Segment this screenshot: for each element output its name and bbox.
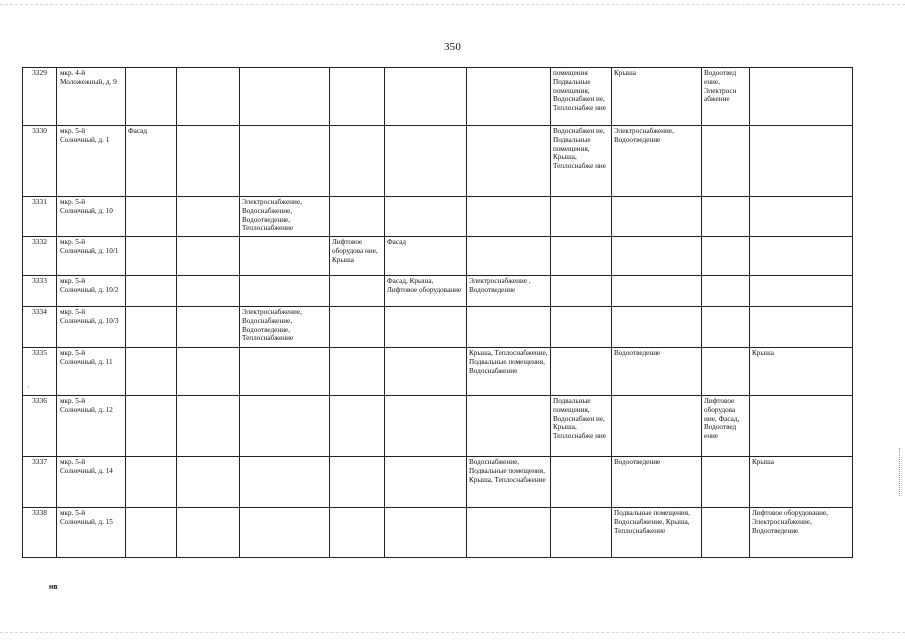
work-type-cell [551,508,612,558]
scan-edge-top [0,4,905,6]
work-type-cell [612,197,702,237]
work-type-text: Лифтовое оборудова ние, Крыша [332,238,378,264]
work-type-cell [612,396,702,457]
work-type-text: Электроснабжение, Водоснабжение, Водоотведение, Теплоснабжение [242,308,302,343]
registry-table [22,67,853,558]
work-type-cell [240,276,330,307]
address-cell: мкр. 5-й Солнечный, д. 15 [57,508,126,558]
table-row [23,126,853,197]
row-number-cell: 3331 [23,197,57,237]
work-type-cell [467,237,551,276]
work-type-cell [177,68,240,126]
work-type-cell [385,276,467,307]
work-type-cell [612,126,702,197]
row-number-cell: 3337 [23,457,57,508]
work-type-text: Водоотведение [614,458,661,466]
work-type-cell [702,197,750,237]
stray-mark: · [27,383,30,392]
work-type-cell [385,197,467,237]
work-type-cell [177,307,240,348]
work-type-cell [177,276,240,307]
work-type-text: Водоснабжение, Подвальные помещения, Крыша, Теплоснабжение [469,458,546,484]
registry-table-body [23,68,853,558]
work-type-text: Подвальные помещения, Водоснабжен ие, Крыша, Теплоснабже ние [553,397,606,441]
footer-initials: нв [49,584,58,591]
table-row [23,396,853,457]
work-type-text: Водоотвед ение, Электросн абжение [704,69,737,104]
work-type-cell [177,508,240,558]
work-type-cell [330,237,385,276]
work-type-text: Подвальные помещения, Водоснабжение, Крыша, Теплоснабжение [614,509,690,535]
work-type-cell [702,276,750,307]
work-type-cell [330,68,385,126]
work-type-cell [240,197,330,237]
work-type-cell [240,457,330,508]
work-type-cell [750,457,853,508]
work-type-cell [126,396,177,457]
work-type-cell [177,197,240,237]
address-cell: мкр. 5-й Солнечный, д. 11 [57,348,126,396]
table-row [23,276,853,307]
work-type-cell [551,396,612,457]
work-type-cell [612,237,702,276]
work-type-cell [702,237,750,276]
work-type-cell [126,307,177,348]
work-type-text: Крыша [752,458,774,466]
work-type-cell [240,307,330,348]
work-type-cell [702,457,750,508]
work-type-cell [702,307,750,348]
table-row [23,508,853,558]
table-row [23,457,853,508]
work-type-cell [240,396,330,457]
work-type-cell [702,348,750,396]
work-type-text: Фасад [128,127,147,135]
work-type-cell [702,126,750,197]
work-type-text: помещения Подвальные помещения, Водоснабжен ие, Теплоснабже ние [553,69,606,113]
address-cell: мкр. 5-й Солнечный, д. 10 [57,197,126,237]
work-type-text: Лифтовое оборудование, Электроснабжение, Водоотведение [752,509,828,535]
work-type-cell [240,348,330,396]
work-type-cell [330,457,385,508]
work-type-cell [467,197,551,237]
work-type-cell [750,197,853,237]
work-type-cell [750,126,853,197]
work-type-cell [467,307,551,348]
work-type-cell [551,126,612,197]
work-type-cell [126,457,177,508]
row-number-cell: 3332 [23,237,57,276]
work-type-text: Крыша, Теплоснабжение, Подвальные помещения, Водоснабжение [469,349,548,375]
table-row [23,68,853,126]
work-type-cell [750,307,853,348]
work-type-cell [240,126,330,197]
table-row [23,307,853,348]
work-type-cell [177,348,240,396]
work-type-cell [702,68,750,126]
work-type-cell [551,197,612,237]
work-type-cell [177,237,240,276]
work-type-cell [750,237,853,276]
work-type-cell [385,508,467,558]
work-type-cell [385,307,467,348]
work-type-text: Крыша [752,349,774,357]
work-type-cell [467,457,551,508]
work-type-cell [385,396,467,457]
work-type-cell [750,396,853,457]
work-type-cell [177,457,240,508]
work-type-cell [385,68,467,126]
address-cell: мкр. 5-й Солнечный, д. 10/1 [57,237,126,276]
table-row [23,237,853,276]
work-type-cell [240,237,330,276]
work-type-cell [612,276,702,307]
work-type-text: Лифтовое оборудова ние, Фасад, Водоотвед ение [704,397,740,441]
table-row [23,197,853,237]
work-type-cell [126,197,177,237]
table-row [23,348,853,396]
row-number-cell: 3338 [23,508,57,558]
work-type-cell [551,307,612,348]
work-type-cell [126,348,177,396]
work-type-cell [126,237,177,276]
work-type-text: Электроснабжение, Водоснабжение, Водоотведение, Теплоснабжение [242,198,302,233]
scan-edge-bottom [0,632,905,634]
work-type-text: Фасад, Крыша, Лифтовое оборудование [387,277,462,294]
work-type-cell [750,348,853,396]
work-type-cell [612,68,702,126]
work-type-cell [612,457,702,508]
margin-scan-mark [899,448,902,496]
work-type-text: Водоснабжен ие, Подвальные помещения, Крыша, Теплоснабже ние [553,127,606,171]
work-type-cell [126,68,177,126]
registry-table-wrapper [22,67,852,557]
work-type-cell [750,508,853,558]
work-type-cell [467,126,551,197]
row-number-cell: 3336 [23,396,57,457]
work-type-cell [240,68,330,126]
work-type-cell [330,307,385,348]
work-type-cell [330,126,385,197]
work-type-text: Фасад [387,238,406,246]
work-type-cell [750,276,853,307]
work-type-cell [612,348,702,396]
work-type-cell [385,237,467,276]
address-cell: мкр. 5-й Солнечный, д. 12 [57,396,126,457]
work-type-cell [330,508,385,558]
work-type-cell [385,348,467,396]
work-type-cell [467,276,551,307]
work-type-cell [240,508,330,558]
row-number-cell: 3330 [23,126,57,197]
work-type-text: Электроснабжение , Водоотведение [469,277,531,294]
work-type-cell [750,68,853,126]
work-type-cell [385,126,467,197]
work-type-cell [551,237,612,276]
work-type-cell [551,68,612,126]
work-type-cell [612,508,702,558]
address-cell: мкр. 4-й Моложежный, д. 9 [57,68,126,126]
work-type-cell [467,508,551,558]
work-type-text: Водоотведение [614,349,661,357]
work-type-cell [551,457,612,508]
work-type-cell [126,126,177,197]
address-cell: мкр. 5-й Солнечный, д. 10/2 [57,276,126,307]
address-cell: мкр. 5-й Солнечный, д. 10/3 [57,307,126,348]
work-type-cell [330,197,385,237]
work-type-text: Крыша [614,69,636,77]
work-type-cell [612,307,702,348]
work-type-cell [177,126,240,197]
work-type-cell [467,348,551,396]
work-type-cell [126,508,177,558]
address-cell: мкр. 5-й Солнечный, д. 14 [57,457,126,508]
work-type-text: Электроснабжение, Водоотведение [614,127,674,144]
work-type-cell [126,276,177,307]
row-number-cell: 3333 [23,276,57,307]
work-type-cell [467,68,551,126]
work-type-cell [330,396,385,457]
work-type-cell [177,396,240,457]
work-type-cell [551,276,612,307]
work-type-cell [385,457,467,508]
work-type-cell [551,348,612,396]
work-type-cell [330,276,385,307]
work-type-cell [467,396,551,457]
row-number-cell: 3329 [23,68,57,126]
work-type-cell [702,508,750,558]
row-number-cell: 3335 [23,348,57,396]
work-type-cell [330,348,385,396]
row-number-cell: 3334 [23,307,57,348]
work-type-cell [702,396,750,457]
address-cell: мкр. 5-й Солнечный, д. 1 [57,126,126,197]
page-number: 350 [443,41,462,53]
